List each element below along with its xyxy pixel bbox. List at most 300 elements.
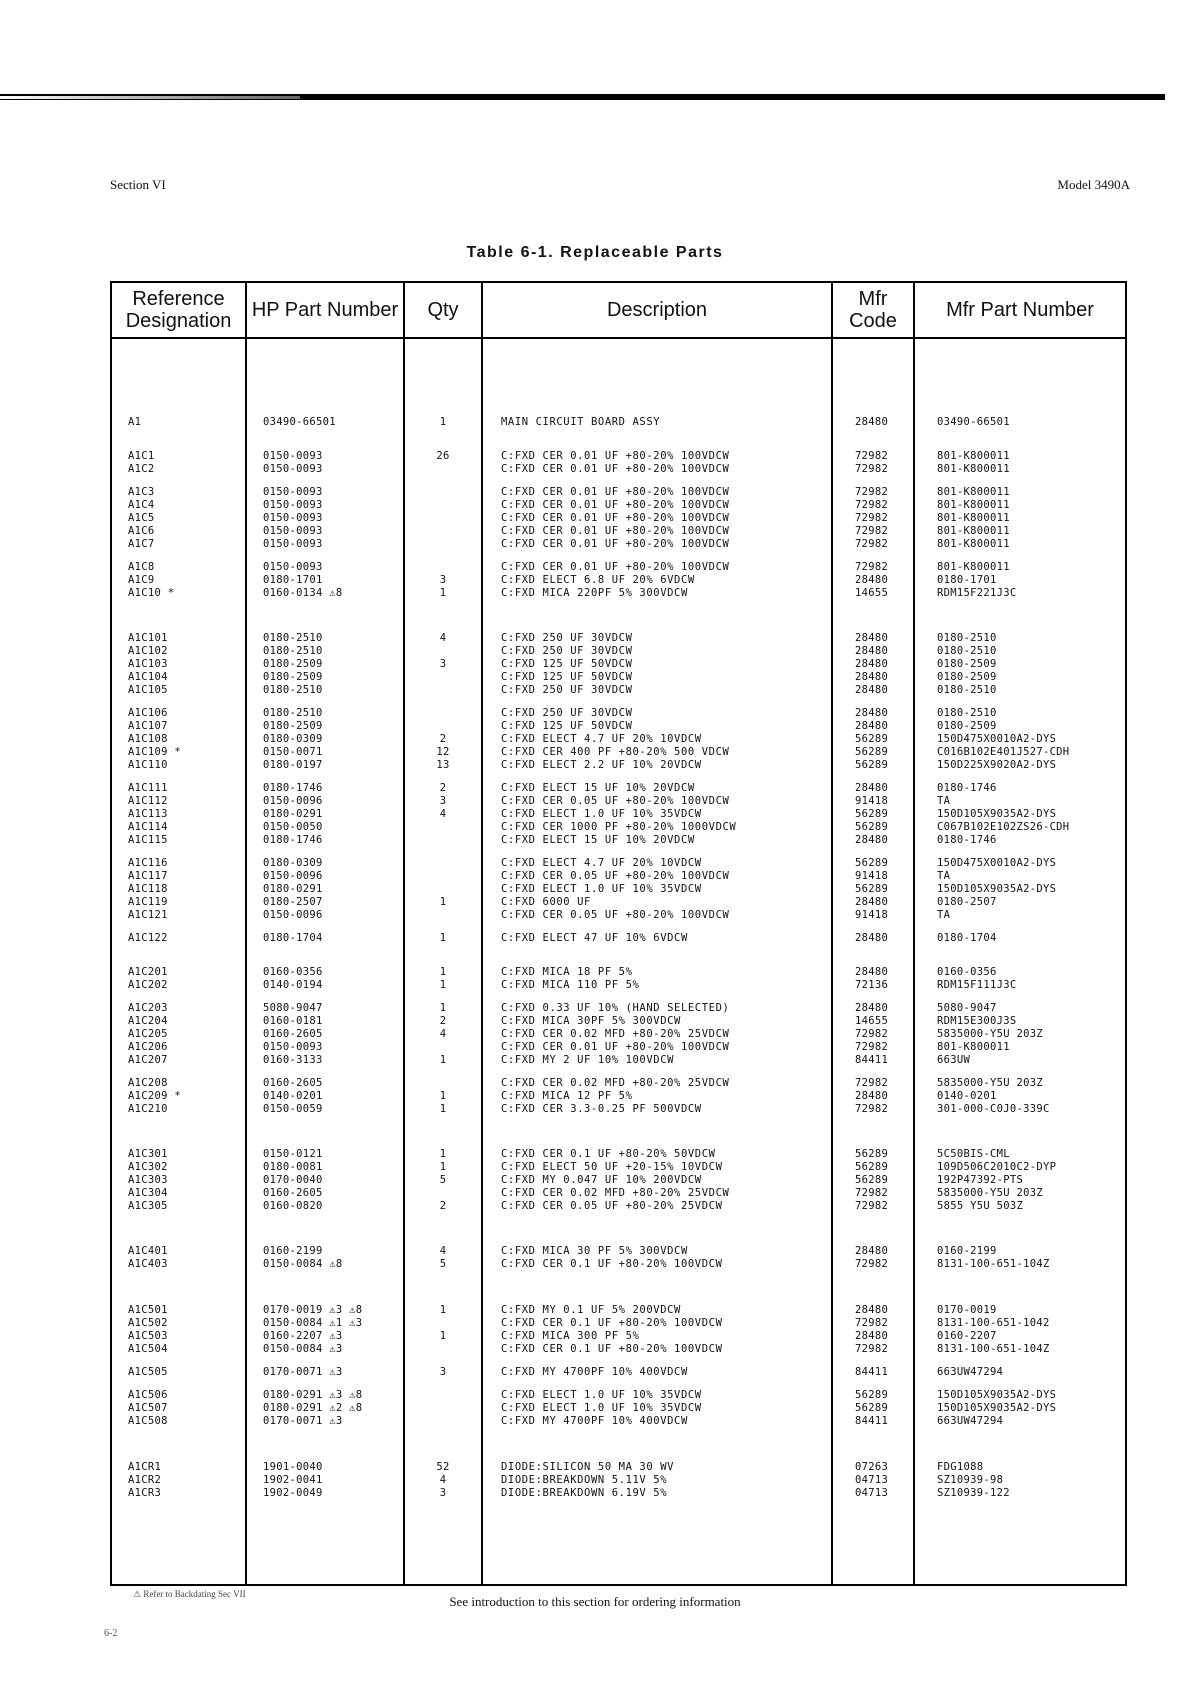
cell-qty: 1: [439, 587, 447, 599]
cell-mfr-code: 28480: [855, 782, 889, 794]
cell-qty: 1: [439, 1330, 447, 1342]
cell-ref: A1C504: [128, 1343, 168, 1355]
cell-ref: A1C305: [128, 1200, 168, 1212]
cell-mfr-code: 28480: [855, 1304, 889, 1316]
cell-mfr-code: 56289: [855, 1389, 889, 1401]
cell-mfr-code: 28480: [855, 658, 889, 670]
cell-description: C:FXD ELECT 1.0 UF 10% 35VDCW: [501, 1402, 702, 1414]
cell-mfr-part: C067B102E102ZS26-CDH: [937, 821, 1070, 833]
cell-hp-part: 0180-0309: [263, 857, 323, 869]
cell-description: C:FXD CER 0.1 UF +80-20% 100VDCW: [501, 1343, 723, 1355]
cell-ref: A1C103: [128, 658, 168, 670]
cell-ref: A1C6: [128, 525, 155, 537]
cell-hp-part: 0180-2509: [263, 671, 323, 683]
cell-description: C:FXD 250 UF 30VDCW: [501, 632, 633, 644]
cell-mfr-part: 8131-100-651-104Z: [937, 1258, 1050, 1270]
cell-qty: 3: [439, 574, 447, 586]
cell-mfr-part: 0180-2510: [937, 645, 997, 657]
cell-qty: 2: [439, 1015, 447, 1027]
cell-mfr-part: 192P47392-PTS: [937, 1174, 1024, 1186]
cell-mfr-part: SZ10939-122: [937, 1487, 1010, 1499]
cell-description: C:FXD CER 0.05 UF +80-20% 100VDCW: [501, 909, 730, 921]
cell-mfr-part: FDG1088: [937, 1461, 984, 1473]
column-qty: [405, 339, 481, 1584]
cell-mfr-part: RDM15F111J3C: [937, 979, 1017, 991]
cell-description: DIODE:BREAKDOWN 6.19V 5%: [501, 1487, 668, 1499]
cell-hp-part: 0150-0093: [263, 499, 323, 511]
cell-mfr-code: 91418: [855, 795, 889, 807]
cell-description: C:FXD CER 0.05 UF +80-20% 100VDCW: [501, 870, 730, 882]
cell-hp-part: 0180-0291: [263, 883, 323, 895]
cell-ref: A1C113: [128, 808, 168, 820]
cell-hp-part: 0180-1704: [263, 932, 323, 944]
cell-description: C:FXD 0.33 UF 10% (HAND SELECTED): [501, 1002, 730, 1014]
cell-hp-part: 0160-0356: [263, 966, 323, 978]
cell-ref: A1C2: [128, 463, 155, 475]
cell-description: C:FXD CER 0.01 UF +80-20% 100VDCW: [501, 1041, 730, 1053]
cell-ref: A1CR1: [128, 1461, 162, 1473]
cell-hp-part: 1902-0041: [263, 1474, 323, 1486]
cell-qty: 4: [439, 632, 447, 644]
cell-mfr-code: 72982: [855, 1343, 889, 1355]
cell-description: C:FXD CER 3.3-0.25 PF 500VDCW: [501, 1103, 702, 1115]
cell-mfr-code: 28480: [855, 671, 889, 683]
cell-mfr-part: 0180-1701: [937, 574, 997, 586]
cell-mfr-code: 72982: [855, 525, 889, 537]
cell-mfr-part: 301-000-C0J0-339C: [937, 1103, 1050, 1115]
cell-mfr-code: 72982: [855, 499, 889, 511]
cell-description: DIODE:BREAKDOWN 5.11V 5%: [501, 1474, 668, 1486]
cell-qty: 1: [439, 1304, 447, 1316]
cell-description: C:FXD ELECT 50 UF +20-15% 10VDCW: [501, 1161, 723, 1173]
cell-qty: 4: [439, 1245, 447, 1257]
cell-mfr-part: RDM15F221J3C: [937, 587, 1017, 599]
column-reference: [112, 339, 245, 1584]
col-header-hp-part: HP Part Number: [246, 282, 404, 338]
cell-mfr-code: 28480: [855, 684, 889, 696]
cell-description: C:FXD 125 UF 50VDCW: [501, 671, 633, 683]
cell-mfr-part: TA: [937, 870, 951, 882]
cell-ref: A1C1: [128, 450, 155, 462]
cell-mfr-part: 0180-2507: [937, 896, 997, 908]
cell-ref: A1C303: [128, 1174, 168, 1186]
cell-ref: A1C201: [128, 966, 168, 978]
cell-description: C:FXD ELECT 15 UF 10% 20VDCW: [501, 834, 695, 846]
cell-mfr-code: 04713: [855, 1487, 889, 1499]
cell-ref: A1C4: [128, 499, 155, 511]
cell-mfr-code: 91418: [855, 909, 889, 921]
cell-ref: A1C403: [128, 1258, 168, 1270]
cell-description: C:FXD CER 0.01 UF +80-20% 100VDCW: [501, 512, 730, 524]
cell-mfr-part: TA: [937, 909, 951, 921]
cell-hp-part: 0180-2510: [263, 684, 323, 696]
cell-mfr-code: 72136: [855, 979, 889, 991]
cell-hp-part: 0150-0050: [263, 821, 323, 833]
cell-hp-part: 0150-0084 ⚠1 ⚠3: [263, 1317, 363, 1329]
cell-mfr-part: 5835000-Y5U 203Z: [937, 1077, 1043, 1089]
cell-hp-part: 0150-0096: [263, 795, 323, 807]
cell-description: C:FXD 125 UF 50VDCW: [501, 720, 633, 732]
cell-mfr-part: 0180-2509: [937, 658, 997, 670]
cell-mfr-part: 663UW47294: [937, 1415, 1004, 1427]
cell-hp-part: 0150-0093: [263, 450, 323, 462]
cell-description: C:FXD MY 4700PF 10% 400VDCW: [501, 1415, 688, 1427]
cell-mfr-code: 28480: [855, 834, 889, 846]
cell-hp-part: 0150-0093: [263, 561, 323, 573]
cell-hp-part: 0150-0084 ⚠3: [263, 1343, 343, 1355]
cell-qty: 1: [439, 1054, 447, 1066]
replaceable-parts-table: [110, 281, 1127, 1586]
cell-mfr-part: 8131-100-651-1042: [937, 1317, 1050, 1329]
cell-description: C:FXD MY 0.1 UF 5% 200VDCW: [501, 1304, 681, 1316]
top-rule-fade: [0, 96, 300, 99]
cell-ref: A1C117: [128, 870, 168, 882]
cell-mfr-code: 72982: [855, 1077, 889, 1089]
cell-mfr-part: 801-K800011: [937, 486, 1010, 498]
cell-ref: A1C302: [128, 1161, 168, 1173]
cell-mfr-code: 84411: [855, 1366, 889, 1378]
cell-ref: A1C105: [128, 684, 168, 696]
model-label: Model 3490A: [1057, 177, 1130, 192]
cell-ref: A1C106: [128, 707, 168, 719]
cell-hp-part: 0180-2510: [263, 707, 323, 719]
cell-mfr-code: 56289: [855, 1148, 889, 1160]
cell-mfr-code: 72982: [855, 463, 889, 475]
cell-mfr-part: 801-K800011: [937, 499, 1010, 511]
cell-ref: A1C210: [128, 1103, 168, 1115]
cell-hp-part: 0180-0309: [263, 733, 323, 745]
cell-description: C:FXD CER 0.1 UF +80-20% 100VDCW: [501, 1317, 723, 1329]
cell-mfr-part: 0180-2510: [937, 684, 997, 696]
cell-ref: A1C116: [128, 857, 168, 869]
cell-mfr-part: 0180-2510: [937, 707, 997, 719]
cell-mfr-part: 03490-66501: [937, 416, 1010, 428]
cell-mfr-part: 0180-1746: [937, 834, 997, 846]
cell-hp-part: 0180-2507: [263, 896, 323, 908]
cell-hp-part: 0180-1746: [263, 782, 323, 794]
cell-description: C:FXD ELECT 6.8 UF 20% 6VDCW: [501, 574, 695, 586]
cell-hp-part: 1902-0049: [263, 1487, 323, 1499]
cell-ref: A1C505: [128, 1366, 168, 1378]
cell-mfr-part: 801-K800011: [937, 1041, 1010, 1053]
cell-qty: 2: [439, 733, 447, 745]
cell-mfr-code: 84411: [855, 1415, 889, 1427]
cell-description: C:FXD CER 0.02 MFD +80-20% 25VDCW: [501, 1077, 730, 1089]
cell-mfr-part: 150D105X9035A2-DYS: [937, 1389, 1057, 1401]
cell-qty: 3: [439, 1366, 447, 1378]
cell-mfr-part: 0170-0019: [937, 1304, 997, 1316]
cell-mfr-code: 72982: [855, 1317, 889, 1329]
cell-mfr-code: 84411: [855, 1054, 889, 1066]
cell-description: C:FXD CER 0.01 UF +80-20% 100VDCW: [501, 463, 730, 475]
cell-mfr-part: 801-K800011: [937, 512, 1010, 524]
cell-hp-part: 0180-0197: [263, 759, 323, 771]
cell-ref: A1C209 *: [128, 1090, 181, 1102]
cell-description: MAIN CIRCUIT BOARD ASSY: [501, 416, 661, 428]
cell-description: C:FXD ELECT 1.0 UF 10% 35VDCW: [501, 1389, 702, 1401]
cell-description: C:FXD MICA 300 PF 5%: [501, 1330, 640, 1342]
cell-ref: A1C503: [128, 1330, 168, 1342]
cell-description: C:FXD CER 0.01 UF +80-20% 100VDCW: [501, 525, 730, 537]
cell-mfr-code: 56289: [855, 883, 889, 895]
cell-mfr-part: 0180-2509: [937, 720, 997, 732]
cell-mfr-code: 28480: [855, 932, 889, 944]
cell-mfr-part: 801-K800011: [937, 538, 1010, 550]
cell-ref: A1C9: [128, 574, 155, 586]
cell-mfr-code: 28480: [855, 645, 889, 657]
cell-description: C:FXD ELECT 47 UF 10% 6VDCW: [501, 932, 688, 944]
cell-ref: A1CR2: [128, 1474, 162, 1486]
cell-hp-part: 0140-0201: [263, 1090, 323, 1102]
cell-description: C:FXD MICA 18 PF 5%: [501, 966, 633, 978]
cell-mfr-code: 56289: [855, 821, 889, 833]
cell-ref: A1C205: [128, 1028, 168, 1040]
cell-mfr-part: 5080-9047: [937, 1002, 997, 1014]
cell-qty: 3: [439, 1487, 447, 1499]
cell-ref: A1C111: [128, 782, 168, 794]
cell-mfr-part: 801-K800011: [937, 525, 1010, 537]
cell-ref: A1C206: [128, 1041, 168, 1053]
ordering-note: See introduction to this section for ordering information: [449, 1594, 741, 1609]
cell-mfr-part: 0180-2509: [937, 671, 997, 683]
cell-mfr-code: 91418: [855, 870, 889, 882]
cell-qty: 3: [439, 795, 447, 807]
cell-hp-part: 0180-2509: [263, 658, 323, 670]
cell-qty: 5: [439, 1258, 447, 1270]
cell-mfr-part: 150D105X9035A2-DYS: [937, 1402, 1057, 1414]
cell-mfr-part: 0160-2199: [937, 1245, 997, 1257]
cell-hp-part: 0170-0071 ⚠3: [263, 1366, 343, 1378]
cell-mfr-part: RDM15E300J3S: [937, 1015, 1017, 1027]
cell-ref: A1C501: [128, 1304, 168, 1316]
cell-mfr-part: 663UW: [937, 1054, 971, 1066]
cell-description: C:FXD MICA 220PF 5% 300VDCW: [501, 587, 688, 599]
cell-hp-part: 1901-0040: [263, 1461, 323, 1473]
cell-mfr-code: 07263: [855, 1461, 889, 1473]
cell-ref: A1C301: [128, 1148, 168, 1160]
cell-ref: A1C202: [128, 979, 168, 991]
cell-ref: A1C104: [128, 671, 168, 683]
cell-mfr-part: 109D506C2010C2-DYP: [937, 1161, 1057, 1173]
cell-qty: 13: [436, 759, 450, 771]
cell-hp-part: 0170-0040: [263, 1174, 323, 1186]
col-header-reference: Reference Designation: [111, 282, 246, 338]
cell-ref: A1C5: [128, 512, 155, 524]
col-header-qty: Qty: [404, 282, 482, 338]
cell-mfr-code: 72982: [855, 486, 889, 498]
section-label: Section VI: [110, 177, 166, 192]
cell-ref: A1C304: [128, 1187, 168, 1199]
cell-mfr-code: 28480: [855, 1002, 889, 1014]
cell-mfr-code: 14655: [855, 587, 889, 599]
cell-mfr-part: SZ10939-98: [937, 1474, 1004, 1486]
cell-ref: A1C7: [128, 538, 155, 550]
cell-mfr-code: 72982: [855, 450, 889, 462]
cell-ref: A1C121: [128, 909, 168, 921]
cell-hp-part: 0170-0019 ⚠3 ⚠8: [263, 1304, 363, 1316]
cell-ref: A1C506: [128, 1389, 168, 1401]
cell-ref: A1C207: [128, 1054, 168, 1066]
cell-hp-part: 0160-0181: [263, 1015, 323, 1027]
cell-hp-part: 03490-66501: [263, 416, 336, 428]
cell-description: C:FXD ELECT 1.0 UF 10% 35VDCW: [501, 883, 702, 895]
cell-qty: 12: [436, 746, 450, 758]
cell-mfr-code: 28480: [855, 1245, 889, 1257]
cell-mfr-part: 150D475X0010A2-DYS: [937, 857, 1057, 869]
cell-qty: 52: [436, 1461, 450, 1473]
cell-ref: A1C115: [128, 834, 168, 846]
cell-mfr-code: 28480: [855, 966, 889, 978]
cell-mfr-code: 28480: [855, 1330, 889, 1342]
cell-description: C:FXD MICA 110 PF 5%: [501, 979, 640, 991]
cell-description: C:FXD CER 1000 PF +80-20% 1000VDCW: [501, 821, 737, 833]
cell-description: C:FXD CER 0.1 UF +80-20% 50VDCW: [501, 1148, 716, 1160]
cell-description: C:FXD CER 0.01 UF +80-20% 100VDCW: [501, 499, 730, 511]
cell-qty: 4: [439, 1474, 447, 1486]
cell-ref: A1C3: [128, 486, 155, 498]
cell-hp-part: 0150-0093: [263, 512, 323, 524]
cell-mfr-code: 72982: [855, 1200, 889, 1212]
cell-description: C:FXD MICA 12 PF 5%: [501, 1090, 633, 1102]
cell-ref: A1C108: [128, 733, 168, 745]
cell-description: C:FXD CER 0.05 UF +80-20% 25VDCW: [501, 1200, 723, 1212]
cell-mfr-part: TA: [937, 795, 951, 807]
cell-hp-part: 0150-0093: [263, 486, 323, 498]
cell-mfr-code: 72982: [855, 1028, 889, 1040]
cell-hp-part: 0150-0084 ⚠8: [263, 1258, 343, 1270]
cell-ref: A1C101: [128, 632, 168, 644]
cell-hp-part: 0180-2510: [263, 632, 323, 644]
cell-hp-part: 0160-2207 ⚠3: [263, 1330, 343, 1342]
cell-mfr-code: 28480: [855, 896, 889, 908]
cell-qty: 3: [439, 658, 447, 670]
cell-ref: A1C8: [128, 561, 155, 573]
cell-ref: A1C118: [128, 883, 168, 895]
cell-ref: A1C119: [128, 896, 168, 908]
cell-description: C:FXD 250 UF 30VDCW: [501, 645, 633, 657]
cell-mfr-code: 72982: [855, 538, 889, 550]
cell-mfr-part: 5835000-Y5U 203Z: [937, 1028, 1043, 1040]
cell-hp-part: 0150-0096: [263, 909, 323, 921]
cell-description: C:FXD ELECT 1.0 UF 10% 35VDCW: [501, 808, 702, 820]
cell-ref: A1C502: [128, 1317, 168, 1329]
cell-qty: 2: [439, 1200, 447, 1212]
cell-mfr-code: 04713: [855, 1474, 889, 1486]
cell-mfr-code: 28480: [855, 416, 889, 428]
cell-hp-part: 0170-0071 ⚠3: [263, 1415, 343, 1427]
cell-mfr-code: 56289: [855, 733, 889, 745]
cell-description: C:FXD CER 0.02 MFD +80-20% 25VDCW: [501, 1028, 730, 1040]
cell-description: C:FXD CER 0.01 UF +80-20% 100VDCW: [501, 561, 730, 573]
cell-ref: A1C204: [128, 1015, 168, 1027]
cell-hp-part: 0150-0093: [263, 463, 323, 475]
cell-description: C:FXD CER 0.01 UF +80-20% 100VDCW: [501, 486, 730, 498]
cell-qty: 1: [439, 896, 447, 908]
column-mfr-part: [915, 339, 1125, 1584]
cell-ref: A1C507: [128, 1402, 168, 1414]
cell-hp-part: 0150-0071: [263, 746, 323, 758]
cell-description: C:FXD CER 0.05 UF +80-20% 100VDCW: [501, 795, 730, 807]
table-title: Table 6-1. Replaceable Parts: [466, 244, 724, 261]
cell-mfr-code: 72982: [855, 1258, 889, 1270]
cell-mfr-code: 56289: [855, 1402, 889, 1414]
cell-mfr-code: 56289: [855, 1174, 889, 1186]
cell-description: C:FXD ELECT 15 UF 10% 20VDCW: [501, 782, 695, 794]
cell-mfr-part: 0180-1704: [937, 932, 997, 944]
col-header-description: Description: [482, 282, 832, 338]
cell-mfr-code: 28480: [855, 574, 889, 586]
cell-mfr-code: 72982: [855, 1041, 889, 1053]
cell-qty: 4: [439, 1028, 447, 1040]
cell-description: C:FXD 125 UF 50VDCW: [501, 658, 633, 670]
cell-qty: 1: [439, 979, 447, 991]
cell-mfr-code: 28480: [855, 707, 889, 719]
cell-qty: 1: [439, 1103, 447, 1115]
cell-description: C:FXD 250 UF 30VDCW: [501, 684, 633, 696]
backdating-footnote: ⚠ Refer to Backdating Sec VII: [133, 1589, 246, 1599]
cell-description: C:FXD CER 0.1 UF +80-20% 100VDCW: [501, 1258, 723, 1270]
column-hp-part: [247, 339, 403, 1584]
cell-description: C:FXD 250 UF 30VDCW: [501, 707, 633, 719]
cell-mfr-part: 801-K800011: [937, 561, 1010, 573]
cell-ref: A1C110: [128, 759, 168, 771]
cell-qty: 5: [439, 1174, 447, 1186]
cell-mfr-part: 8131-100-651-104Z: [937, 1343, 1050, 1355]
cell-mfr-part: 663UW47294: [937, 1366, 1004, 1378]
cell-mfr-code: 56289: [855, 759, 889, 771]
cell-qty: 1: [439, 1161, 447, 1173]
cell-qty: 1: [439, 966, 447, 978]
cell-description: C:FXD CER 0.01 UF +80-20% 100VDCW: [501, 538, 730, 550]
cell-mfr-code: 72982: [855, 1187, 889, 1199]
cell-ref: A1C107: [128, 720, 168, 732]
cell-ref: A1: [128, 416, 142, 428]
cell-mfr-code: 72982: [855, 512, 889, 524]
cell-ref: A1C203: [128, 1002, 168, 1014]
cell-hp-part: 0140-0194: [263, 979, 323, 991]
cell-mfr-part: 0140-0201: [937, 1090, 997, 1102]
cell-mfr-part: 0160-0356: [937, 966, 997, 978]
cell-ref: A1C122: [128, 932, 168, 944]
cell-mfr-part: C016B102E401J527-CDH: [937, 746, 1070, 758]
cell-qty: 1: [439, 1148, 447, 1160]
cell-mfr-part: 801-K800011: [937, 463, 1010, 475]
cell-ref: A1C401: [128, 1245, 168, 1257]
cell-hp-part: 0150-0093: [263, 525, 323, 537]
cell-mfr-part: 150D225X9020A2-DYS: [937, 759, 1057, 771]
cell-mfr-code: 56289: [855, 1161, 889, 1173]
cell-mfr-code: 72982: [855, 1103, 889, 1115]
cell-hp-part: 0160-0820: [263, 1200, 323, 1212]
cell-mfr-part: 5C50BIS-CML: [937, 1148, 1010, 1160]
cell-hp-part: 0180-0291 ⚠2 ⚠8: [263, 1402, 363, 1414]
cell-mfr-part: 0180-1746: [937, 782, 997, 794]
cell-qty: 4: [439, 808, 447, 820]
cell-mfr-part: 0180-2510: [937, 632, 997, 644]
cell-qty: 1: [439, 932, 447, 944]
column-description: [483, 339, 831, 1584]
cell-ref: A1CR3: [128, 1487, 162, 1499]
cell-mfr-part: 150D475X0010A2-DYS: [937, 733, 1057, 745]
cell-hp-part: 0160-2605: [263, 1077, 323, 1089]
cell-hp-part: 0160-0134 ⚠8: [263, 587, 343, 599]
cell-hp-part: 0150-0093: [263, 1041, 323, 1053]
cell-qty: 1: [439, 1090, 447, 1102]
cell-mfr-part: 150D105X9035A2-DYS: [937, 883, 1057, 895]
cell-description: C:FXD CER 0.02 MFD +80-20% 25VDCW: [501, 1187, 730, 1199]
cell-mfr-code: 28480: [855, 720, 889, 732]
cell-description: C:FXD CER 0.01 UF +80-20% 100VDCW: [501, 450, 730, 462]
